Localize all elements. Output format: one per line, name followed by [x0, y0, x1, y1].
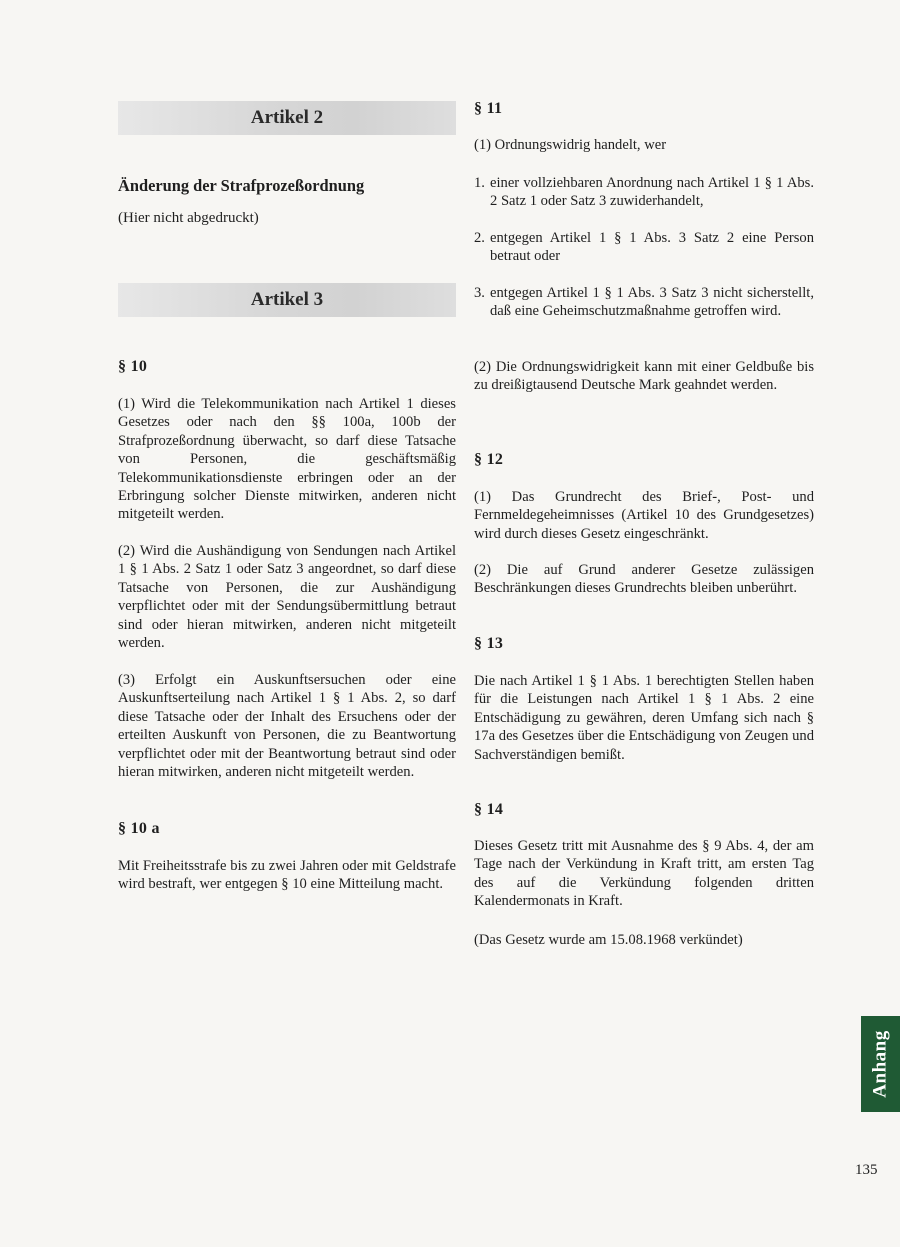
section-10-paragraph-2: (2) Wird die Aushändigung von Sendungen nach Artikel 1 § 1 Abs. 2 Satz 1 oder Satz 3 angeordnet, so darf diese Tatsache von Personen, die zur Aushändigung verpflichtet oder mit der Sendungsübermittlung betraut sind oder hieran mitwirken, anderen nicht mitgeteilt werden. — [118, 543, 456, 652]
section-12-paragraph-2: (2) Die auf Grund anderer Gesetze zulässigen Beschränkungen dieses Grundrechts bleiben unberührt. — [474, 562, 814, 597]
artikel-3-heading-band — [118, 283, 456, 317]
list-item-text: entgegen Artikel 1 § 1 Abs. 3 Satz 3 nicht sicherstellt, daß eine Geheimschutzmaßnahme getroffen wird. — [490, 285, 814, 320]
section-11-heading: § 11 — [474, 100, 503, 117]
list-item — [474, 284, 814, 321]
section-10-heading: § 10 — [118, 358, 148, 375]
artikel-3-heading: Artikel 3 — [250, 289, 324, 310]
list-item-text: einer vollziehbaren Anordnung nach Artikel 1 § 1 Abs. 2 Satz 1 oder Satz 3 zuwiderhandelt, — [490, 175, 814, 210]
section-10-paragraph-1: (1) Wird die Telekommunikation nach Artikel 1 dieses Gesetzes oder nach den §§ 100a, 100b der Strafprozeßordnung überwacht, so darf diese Tatsache von Personen, die geschäftsmäßig Telekommunikationsdienste erbringen oder an der Erbringung solcher Dienste mitwirken, anderen nicht mitgeteilt werden. — [118, 396, 456, 523]
list-item-number: 1. — [474, 175, 485, 191]
section-10-paragraph-3: (3) Erfolgt ein Auskunftsersuchen oder eine Auskunftserteilung nach Artikel 1 § 1 Abs. 2, so darf diese Tatsache oder der Inhalt des Ersuchens oder der erteilten Auskunft von Personen, die zu Beantwortung verpflichtet oder mit der Beantwortung betraut sind oder hieran mitwirken, anderen nicht mitgeteilt werden. — [118, 672, 456, 781]
artikel-2-note: (Hier nicht abgedruckt) — [118, 210, 259, 226]
list-item — [474, 229, 814, 266]
section-13-heading: § 13 — [474, 635, 504, 652]
section-12-paragraph-1: (1) Das Grundrecht des Brief-, Post- und Fernmeldegeheimnisses (Artikel 10 des Grundgesetzes) wird durch dieses Gesetz eingeschränkt. — [474, 489, 814, 542]
appendix-tab-label: Anhang — [869, 1030, 891, 1098]
page-number: 135 — [855, 1162, 878, 1178]
section-14-heading: § 14 — [474, 801, 504, 818]
section-13-paragraph: Die nach Artikel 1 § 1 Abs. 1 berechtigten Stellen haben für die Leistungen nach Artikel 1 § 1 Abs. 2 eine Entschädigung zu gewähren, deren Umfang sich nach § 17a des Gesetzes über die Entschädigung von Zeugen und Sachverständigen bemißt. — [474, 673, 814, 763]
section-11-intro: (1) Ordnungswidrig handelt, wer — [474, 137, 667, 153]
section-14-note: (Das Gesetz wurde am 15.08.1968 verkündet) — [474, 932, 743, 948]
list-item-number: 3. — [474, 285, 485, 301]
section-10a-heading: § 10 a — [118, 820, 160, 837]
list-item-number: 2. — [474, 230, 485, 246]
section-11-paragraph-2: (2) Die Ordnungswidrigkeit kann mit einer Geldbuße bis zu dreißigtausend Deutsche Mark geahndet werden. — [474, 359, 814, 394]
artikel-2-subtitle: Änderung der Strafprozeßordnung — [118, 176, 365, 195]
list-item — [474, 174, 814, 211]
section-14-paragraph: Dieses Gesetz tritt mit Ausnahme des § 9 Abs. 4, der am Tage nach der Verkündung in Kraft tritt, am ersten Tag des auf die Verkündung folgenden dritten Kalendermonats in Kraft. — [474, 838, 814, 910]
section-10a-paragraph: Mit Freiheitsstrafe bis zu zwei Jahren oder mit Geldstrafe wird bestraft, wer entgegen § 10 eine Mitteilung macht. — [118, 858, 456, 893]
artikel-2-heading-band — [118, 101, 456, 135]
artikel-2-heading: Artikel 2 — [250, 107, 324, 128]
list-item-text: entgegen Artikel 1 § 1 Abs. 3 Satz 2 eine Person betraut oder — [490, 230, 814, 265]
section-12-heading: § 12 — [474, 451, 504, 468]
appendix-tab — [861, 1016, 900, 1112]
